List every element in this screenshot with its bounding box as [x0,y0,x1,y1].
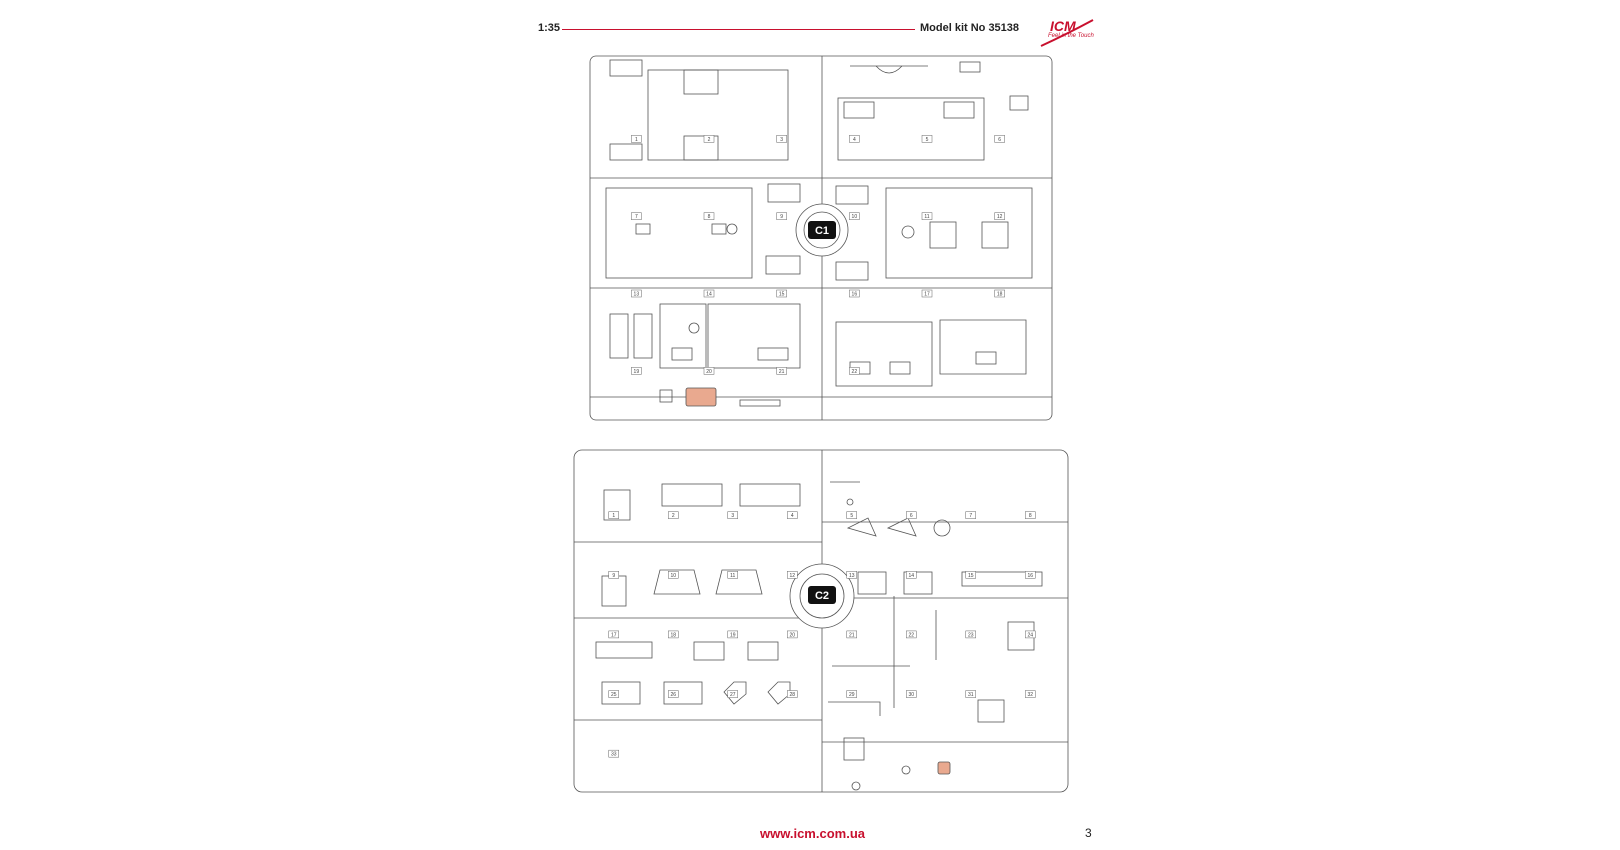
part-number-tag [966,691,976,699]
part-number: 24 [1027,632,1034,639]
part-number-tag [906,631,916,639]
part-number-tag [704,213,714,221]
part-number-tag [906,512,916,520]
part-number: 30 [908,692,915,699]
part-number-tag [787,571,797,579]
part-number-tag [922,135,932,143]
part-number: 9 [612,572,616,579]
part-number: 18 [996,291,1003,298]
part-number-tag [995,135,1005,143]
part-number-tag [609,691,619,699]
sprue-label-c2 [790,564,854,628]
part-number: 14 [908,572,915,579]
part-number-tag [631,135,641,143]
part-number-tag [668,631,678,639]
part-number: 4 [852,136,856,143]
sprue-label-c1 [796,204,848,256]
part-number: 27 [729,692,736,699]
part-number: 10 [670,572,677,579]
part-number-tag [787,512,797,520]
part-number-tag [631,290,641,298]
part-number-tag [777,290,787,298]
part-number: 11 [924,214,930,221]
part-number: 13 [848,572,855,579]
part-number-tag [609,750,619,758]
kit-number: Model kit No 35138 [920,22,1020,34]
part-number: 21 [778,368,785,375]
part-number-tag [777,367,787,375]
part-number: 11 [730,572,736,579]
part-number-tag [849,135,859,143]
page-number: 3 [1085,826,1092,840]
part-number-tag [728,512,738,520]
part-number-tag [668,571,678,579]
part-number-tag [849,367,859,375]
part-number: 15 [967,572,974,579]
svg-text:C2: C2 [814,590,830,602]
part-number-tag [847,691,857,699]
part-number-tag [668,512,678,520]
part-number: 5 [925,136,929,143]
logo-text: ICM [1050,18,1076,34]
part-number: 2 [671,513,675,520]
part-number-tag [1025,691,1035,699]
part-number: 19 [633,368,640,375]
part-number: 7 [969,513,973,520]
part-number: 26 [670,692,677,699]
part-number: 6 [909,513,913,520]
part-number-tag [966,571,976,579]
part-number: 15 [778,291,785,298]
part-number-tag [906,571,916,579]
part-number-tag [787,631,797,639]
highlighted-part-c2-31 [938,762,950,774]
part-number: 18 [670,632,677,639]
part-number: 17 [924,291,930,298]
part-number-tag [966,512,976,520]
part-number-tag [704,367,714,375]
part-number: 14 [706,291,712,298]
part-number-tag [728,631,738,639]
part-number-tag [609,571,619,579]
part-number-tag [631,367,641,375]
part-number: 12 [789,572,796,579]
part-number: 7 [634,214,638,221]
part-number: 19 [729,632,736,639]
part-number: 22 [908,632,915,639]
scale-label: 1:35 [538,22,561,34]
part-number: 21 [848,632,855,639]
part-number: 4 [790,513,794,520]
part-number-tag [1025,631,1035,639]
part-number: 20 [789,632,796,639]
part-number: 25 [610,692,617,699]
part-number-tag [728,571,738,579]
part-number-tag [995,290,1005,298]
part-number: 1 [612,513,616,520]
part-number: 8 [707,214,711,221]
part-number-tag [849,213,859,221]
part-number-tag [922,213,932,221]
part-number-tag [966,631,976,639]
part-number-tag [728,691,738,699]
part-number: 12 [996,214,1003,221]
part-number-tag [704,135,714,143]
website-link[interactable]: www.icm.com.ua [760,826,865,841]
sprue-c2 [570,446,1072,796]
part-number-tag [849,290,859,298]
part-number-tag [787,691,797,699]
logo-tagline: Feel in the Touch [1048,33,1094,39]
part-number: 13 [633,291,640,298]
part-number: 10 [851,214,858,221]
part-number: 2 [707,136,711,143]
part-number-tag [668,691,678,699]
part-number-tag [1025,512,1035,520]
part-number-tag [777,213,787,221]
part-number: 1 [634,136,638,143]
part-number-tag [609,631,619,639]
part-number: 9 [780,214,784,221]
part-number: 16 [851,291,858,298]
part-number-tag [847,631,857,639]
part-number: 20 [706,368,712,375]
part-number-tag [777,135,787,143]
part-number: 8 [1028,513,1032,520]
svg-text:C1: C1 [814,225,830,237]
part-number-tag [704,290,714,298]
part-number: 16 [1027,572,1034,579]
part-number-tag [609,512,619,520]
part-number: 23 [967,632,974,639]
part-number-tag [847,512,857,520]
part-number: 33 [610,751,617,758]
part-number: 6 [998,136,1002,143]
part-number: 17 [610,632,617,639]
part-number: 3 [731,513,735,520]
part-number-tag [922,290,932,298]
part-number-tag [1025,571,1035,579]
part-number: 29 [848,692,855,699]
header-rule [562,29,915,30]
part-number: 28 [789,692,796,699]
part-number: 5 [850,513,854,520]
part-number-tag [995,213,1005,221]
part-number-tag [631,213,641,221]
part-number: 3 [780,136,784,143]
sprue-c1 [586,52,1056,424]
part-number: 31 [967,692,974,699]
part-number: 32 [1027,692,1034,699]
part-number: 22 [851,368,858,375]
highlighted-part-c1-21 [686,388,716,406]
part-number-tag [906,691,916,699]
part-number-tag [847,571,857,579]
